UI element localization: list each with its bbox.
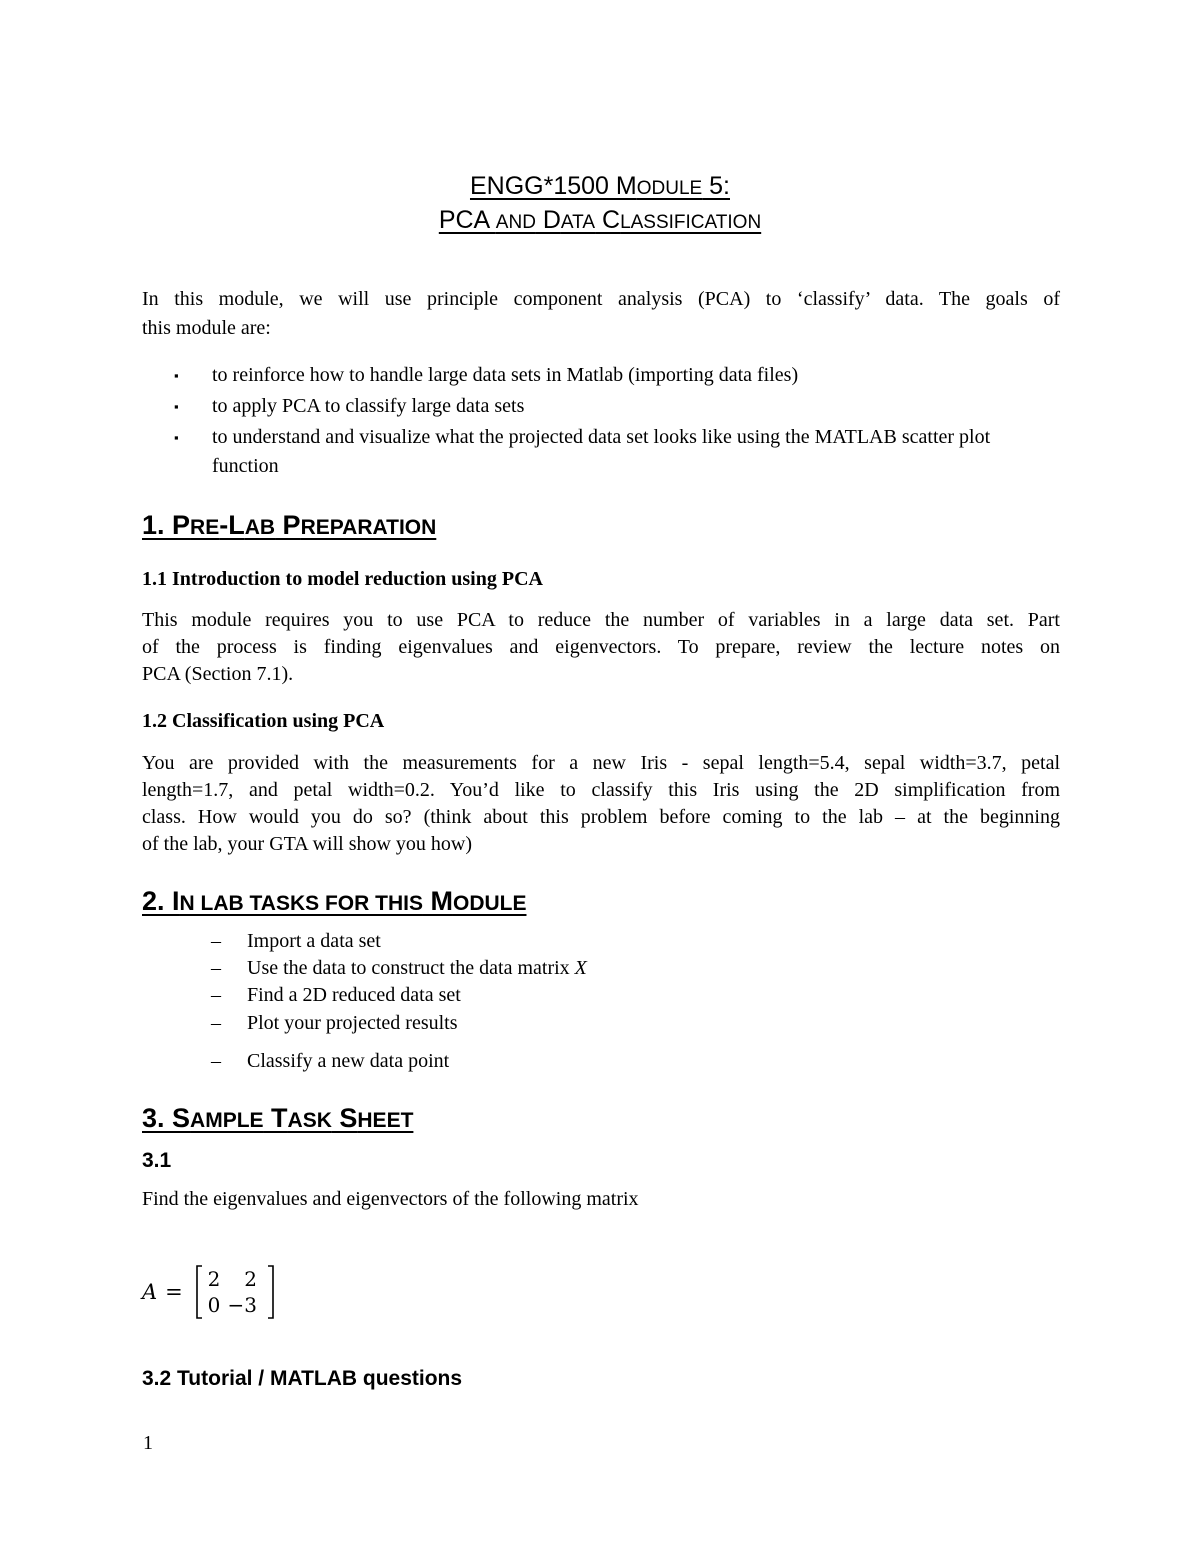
paragraph-line: This module requires you to use PCA to reduce the number of variables in a large data set. Part — [142, 609, 1060, 631]
section-2-heading: 2. IN LAB TASKS FOR THIS MODULE — [142, 886, 527, 916]
goal-item — [174, 423, 1034, 481]
dash-bullet: – — [211, 930, 221, 952]
matrix-brackets — [193, 1262, 277, 1322]
task-list-item: – Use the data to construct the data matrix X — [211, 957, 587, 979]
goal-text: to understand and visualize what the projected data set looks like using the MATLAB scatter plot function — [212, 426, 991, 477]
goal-text: to reinforce how to handle large data sets in Matlab (importing data files) — [212, 364, 799, 386]
bullet-icon: ▪ — [174, 368, 179, 383]
bullet-icon: ▪ — [174, 399, 179, 414]
intro-line-2: this module are: — [142, 317, 271, 339]
subsection-1-1-heading: 1.1 Introduction to model reduction using PCA — [142, 568, 543, 590]
task-list-item: – Plot your projected results — [211, 1012, 458, 1034]
paragraph-line: PCA (Section 7.1). — [142, 663, 294, 685]
goal-item — [174, 392, 1054, 421]
matrix-cell: −3 — [227, 1293, 257, 1317]
document-title-line-2: PCA AND DATA CLASSIFICATION — [438, 206, 762, 234]
dash-bullet: – — [211, 957, 221, 979]
section-1-heading: 1. PRE-LAB PREPARATION — [142, 510, 437, 540]
equals-sign: = — [165, 1280, 183, 1304]
task-list-item: – Classify a new data point — [211, 1050, 450, 1072]
bullet-icon: ▪ — [174, 430, 179, 445]
goal-text: to apply PCA to classify large data sets — [212, 395, 525, 417]
subsection-3-1-heading: 3.1 — [142, 1149, 172, 1172]
dash-bullet: – — [211, 984, 221, 1006]
subsection-3-2-heading: 3.2 Tutorial / MATLAB questions — [142, 1367, 463, 1390]
intro-line-1: In this module, we will use principle component analysis (PCA) to ‘classify’ data. The goals of — [142, 288, 1060, 310]
matrix-cell: 2 — [207, 1267, 221, 1291]
matrix-equation — [142, 1262, 277, 1322]
subsection-1-2-heading: 1.2 Classification using PCA — [142, 710, 385, 732]
matrix-name: A — [142, 1280, 158, 1304]
paragraph-line: of the lab, your GTA will show you how) — [142, 833, 473, 855]
paragraph-line: of the process is finding eigenvalues and eigenvectors. To prepare, review the lecture notes on — [142, 636, 1060, 658]
page-number: 1 — [143, 1432, 153, 1454]
section-3-heading: 3. SAMPLE TASK SHEET — [142, 1103, 414, 1133]
paragraph-line: You are provided with the measurements for a new Iris - sepal length=5.4, sepal width=3.7, petal — [142, 752, 1060, 774]
dash-bullet: – — [211, 1050, 221, 1072]
paragraph-line: length=1.7, and petal width=0.2. You’d like to classify this Iris using the 2D simplification from — [142, 779, 1060, 801]
task-list-item: – Import a data set — [211, 930, 381, 952]
document-title-line-1: ENGG*1500 MODULE 5: — [469, 172, 730, 200]
dash-bullet: – — [211, 1012, 221, 1034]
matrix-variable: X — [574, 957, 587, 979]
paragraph-line: class. How would you do so? (think about this problem before coming to the lab – at the beginning — [142, 806, 1060, 828]
task-instruction: Find the eigenvalues and eigenvectors of the following matrix — [142, 1188, 639, 1210]
matrix-cell: 0 — [207, 1293, 221, 1317]
matrix-cell: 2 — [244, 1267, 257, 1291]
task-list-item: – Find a 2D reduced data set — [211, 984, 461, 1006]
goal-item — [174, 361, 1054, 390]
